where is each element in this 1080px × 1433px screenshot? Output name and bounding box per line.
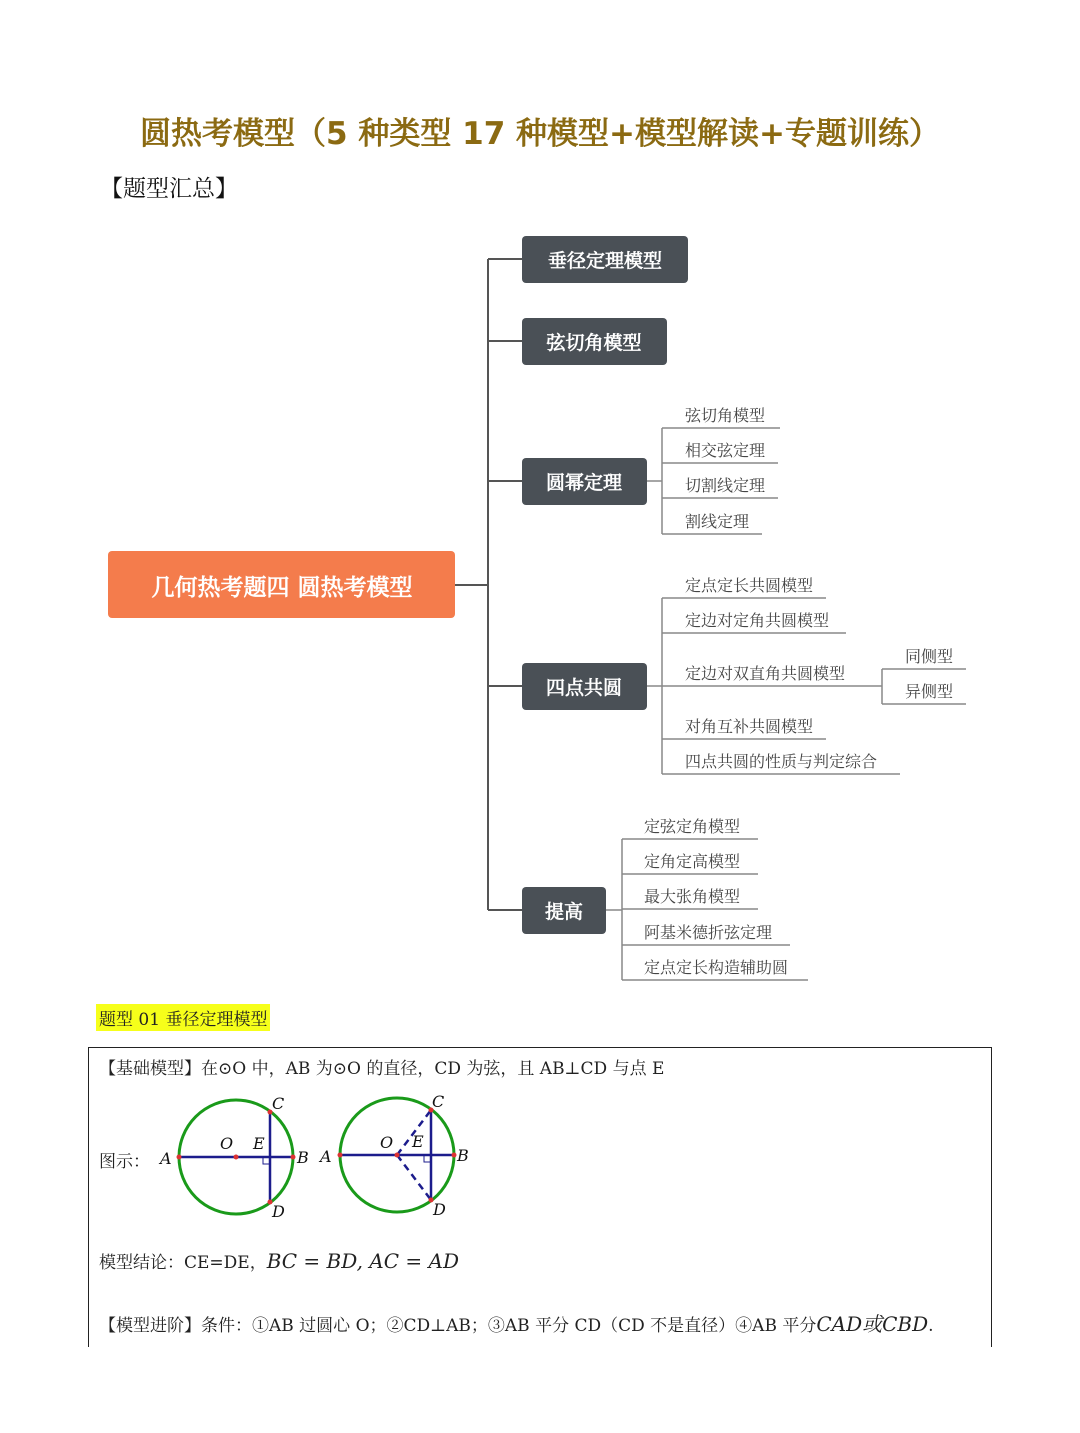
advanced-math: CAD或CBD [816,1312,929,1336]
geometry-figures [150,1093,480,1223]
figure-label: 图示： [99,1152,150,1172]
leaf-item: 定点定长共圆模型 [685,576,814,595]
conclusion-math: BC = BD, AC = AD [266,1249,459,1273]
conclusion-prefix: 模型结论：CE=DE， [99,1253,267,1273]
point-label-B: B [457,1146,469,1165]
point-label-E: E [412,1132,424,1151]
section-heading: 【题型汇总】 [100,176,238,202]
point-label-B: B [297,1148,309,1167]
figure-2 [318,1093,469,1219]
branch-label: 圆幂定理 [545,472,623,494]
point-label-C: C [432,1093,445,1111]
leaf-item: 定点定长构造辅助圆 [644,958,789,977]
leaf-item: 最大张角模型 [644,887,741,906]
leaf-item: 弦切角模型 [685,406,766,425]
topic-tag: 题型 01 垂径定理模型 [96,1004,270,1031]
leaf-item: 相交弦定理 [685,441,766,460]
basic-model-text: 【基础模型】在⊙O 中，AB 为⊙O 的直径，CD 为弦，且 AB⊥CD 与点 E [99,1059,665,1079]
branch-label: 提高 [544,901,584,923]
leaf-item: 四点共圆的性质与判定综合 [685,752,878,771]
sub-leaf-item: 异侧型 [905,682,954,701]
conclusion-line [99,1248,459,1273]
branch-label: 垂径定理模型 [547,250,663,272]
leaf-item: 阿基米德折弦定理 [644,923,773,942]
leaf-item: 定边对双直角共圆模型 [685,664,846,683]
mindmap-root-label: 几何热考题四 圆热考模型 [151,575,413,601]
advanced-line [99,1308,934,1337]
branch-label: 弦切角模型 [546,332,642,354]
mind-map [0,220,1080,1000]
leaf-item: 对角互补共圆模型 [685,717,814,736]
point-label-O: O [380,1133,394,1152]
leaf-item: 定弦定角模型 [644,817,741,836]
point-label-C: C [272,1094,285,1113]
point-label-D: D [272,1202,285,1221]
figure-1 [158,1094,309,1221]
leaf-item: 割线定理 [685,512,750,531]
page-title: 圆热考模型（5 种类型 17 种模型+模型解读+专题训练） [139,116,941,152]
point-label-A: A [320,1147,332,1166]
point-label-D: D [433,1200,446,1219]
branch-label: 四点共圆 [545,677,623,699]
advanced-prefix: 【模型进阶】条件：①AB 过圆心 O；②CD⊥AB；③AB 平分 CD（CD 不是直径）④AB 平分 [99,1316,817,1336]
leaf-item: 切割线定理 [685,476,766,495]
sub-leaf-item: 同侧型 [905,647,954,666]
point-label-O: O [220,1134,234,1153]
advanced-suffix: . [928,1316,934,1336]
point-label-E: E [253,1134,265,1153]
leaf-item: 定边对定角共圆模型 [685,611,830,630]
point-label-A: A [160,1149,172,1168]
leaf-item: 定角定高模型 [644,852,741,871]
